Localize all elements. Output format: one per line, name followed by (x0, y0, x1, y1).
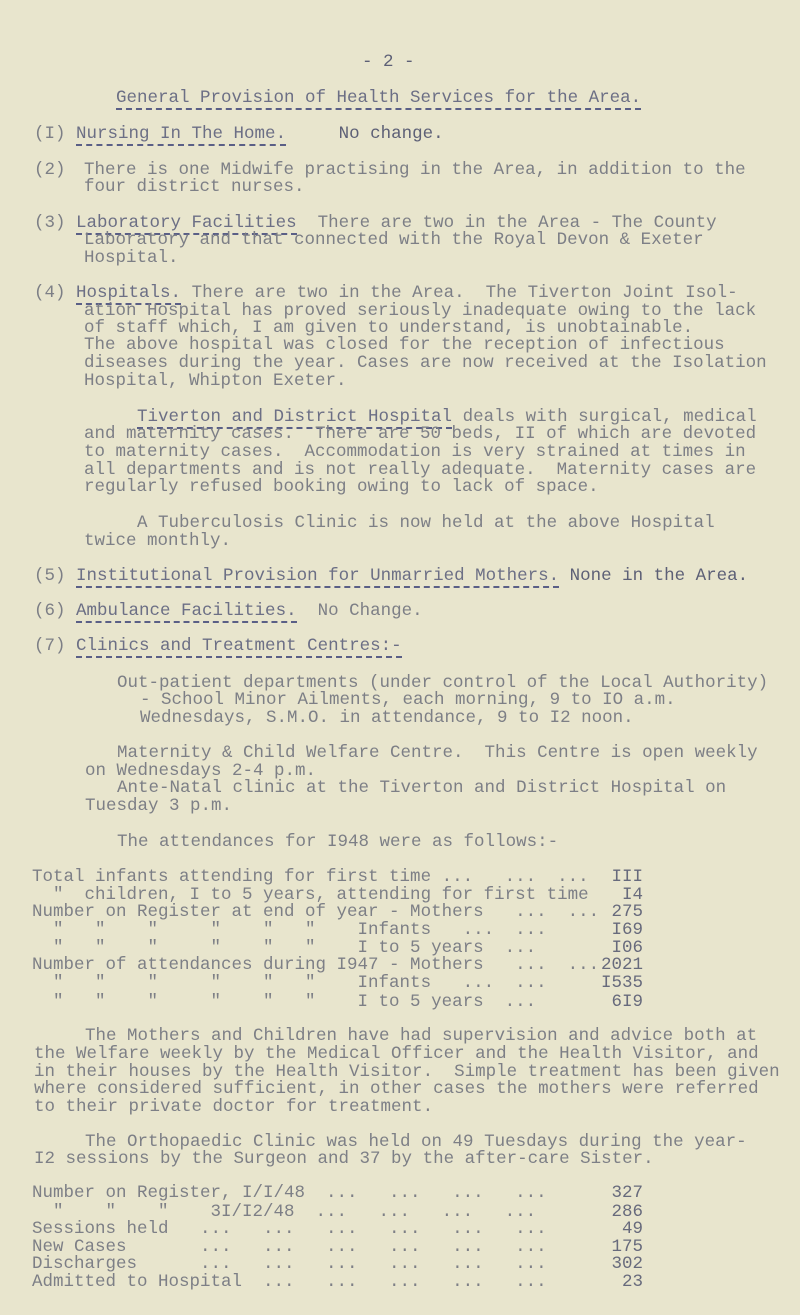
section-2-line: four district nurses. (84, 177, 305, 197)
section-6 (34, 602, 423, 620)
table-row-label: " " " " " " Infants ... ... (32, 973, 547, 993)
section-text: There are two in the Area. The Tiverton Joint Isol- (181, 283, 738, 303)
section-5 (34, 567, 748, 585)
supervision-line: The Mothers and Children have had supervision and advice both at (85, 1026, 758, 1046)
tiverton-line: regularly refused booking owing to lack of space. (84, 477, 599, 497)
outpatient-line: Wednesdays, S.M.O. in attendance, 9 to I2 noon. (140, 708, 634, 728)
section-2-number: (2) (34, 160, 66, 180)
table-row-label: " " " " " " I to 5 years ... (32, 938, 537, 958)
section-heading: Hospitals. (76, 283, 182, 303)
tb-line: A Tuberculosis Clinic is now held at the above Hospital (137, 513, 715, 533)
maternity-line: Ante-Natal clinic at the Tiverton and District Hospital on (117, 778, 727, 798)
section-number: (4) (34, 283, 66, 303)
tiverton-line: and maternity cases. There are 50 beds, II of which are devoted (84, 424, 757, 444)
section-text: No change. (286, 124, 444, 144)
section-heading: Ambulance Facilities. (76, 601, 297, 621)
table-row-value: 175 (611, 1237, 643, 1257)
table-row-value: I535 (600, 973, 643, 993)
section-number: (3) (34, 213, 66, 233)
table-row-value: 286 (611, 1202, 643, 1222)
table-row-label: " " " " " " I to 5 years ... (32, 992, 537, 1012)
page-number: - 2 - (362, 52, 415, 72)
section-text: No Change. (296, 601, 423, 621)
section-2-line: There is one Midwife practising in the Area, in addition to the (84, 160, 746, 180)
section-4-line: of staff which, I am given to understand, is unobtainable. (84, 318, 694, 338)
table-row-label: Total infants attending for first time ... ... ... (32, 867, 589, 887)
table-row-label: Number on Register, I/I/48 ... ... ... ... (32, 1183, 547, 1203)
table-row-label: Sessions held ... ... ... ... ... ... (32, 1219, 547, 1239)
table-row-value: I69 (611, 920, 643, 940)
table-row-label: " " " " " " Infants ... ... (32, 920, 547, 940)
supervision-line: in their houses by the Health Visitor. Simple treatment has been given (34, 1062, 780, 1082)
table-row-value: I06 (611, 938, 643, 958)
section-heading: Clinics and Treatment Centres:- (76, 636, 402, 656)
page-title-text: General Provision of Health Services for the Area. (116, 88, 642, 108)
outpatient-line: Out-patient departments (under control of the Local Authority) (117, 673, 769, 693)
table-row-label: New Cases ... ... ... ... ... ... (32, 1237, 547, 1257)
table-row-label: Number of attendances during I947 - Mothers ... ... (32, 955, 600, 975)
section-4-line: Hospital, Whipton Exeter. (84, 371, 347, 391)
tiverton-line: all departments and is not really adequate. Maternity cases are (84, 460, 757, 480)
section-heading: Nursing In The Home. (76, 124, 287, 144)
table-row-value: 275 (611, 902, 643, 922)
orthopaedic-line: The Orthopaedic Clinic was held on 49 Tuesdays during the year- (85, 1132, 747, 1152)
orthopaedic-line: I2 sessions by the Surgeon and 37 by the after-care Sister. (34, 1149, 654, 1169)
attendances-intro: The attendances for I948 were as follows:- (117, 832, 559, 852)
table-row-label: Admitted to Hospital ... ... ... ... ... (32, 1272, 547, 1292)
section-4-line: The above hospital was closed for the reception of infectious (84, 335, 725, 355)
section-number: (I) (34, 124, 66, 144)
maternity-line: Maternity & Child Welfare Centre. This Centre is open weekly (117, 743, 758, 763)
section-4-line: ation Hospital has proved seriously inadequate owing to the lack (84, 301, 757, 321)
table-row-value: 2021 (600, 955, 643, 975)
supervision-line: the Welfare weekly by the Medical Officer and the Health Visitor, and (34, 1044, 759, 1064)
section-3-line: Hospital. (84, 248, 179, 268)
supervision-line: where considered sufficient, in other cases the mothers were referred (34, 1079, 759, 1099)
supervision-line: to their private doctor for treatment. (34, 1097, 434, 1117)
table-row-value: 302 (611, 1254, 643, 1274)
maternity-line: Tuesday 3 p.m. (85, 796, 233, 816)
section-heading: Laboratory Facilities (76, 213, 297, 233)
section-number: (7) (34, 636, 66, 656)
section-1 (34, 125, 444, 143)
table-row-value: III (611, 867, 643, 887)
tiverton-heading: Tiverton and District Hospital (137, 407, 453, 427)
table-row-value: 327 (611, 1183, 643, 1203)
maternity-line: on Wednesdays 2-4 p.m. (85, 761, 317, 781)
table-row-value: 49 (621, 1219, 643, 1239)
table-row-value: I4 (621, 885, 643, 905)
tb-line: twice monthly. (84, 531, 232, 551)
section-4 (34, 284, 738, 302)
section-text: None in the Area. (559, 566, 749, 586)
page-title (116, 89, 641, 107)
section-text: There are two in the Area - The County (296, 213, 717, 233)
tiverton-line: to maternity cases. Accommodation is very strained at times in (84, 442, 746, 462)
outpatient-line: - School Minor Ailments, each morning, 9 to IO a.m. (140, 690, 676, 710)
table-row-label: " children, I to 5 years, attending for first time (32, 885, 589, 905)
tiverton-text: deals with surgical, medical (452, 407, 757, 427)
table-row-value: 6I9 (611, 992, 643, 1012)
table-row-label: Number on Register at end of year - Mothers ... ... (32, 902, 600, 922)
section-number: (5) (34, 566, 66, 586)
section-number: (6) (34, 601, 66, 621)
section-4-line: diseases during the year. Cases are now received at the Isolation (84, 353, 767, 373)
table-row-label: Discharges ... ... ... ... ... ... (32, 1254, 547, 1274)
table-row-value: 23 (621, 1272, 643, 1292)
section-3-line: Laboratory and that connected with the Royal Devon & Exeter (84, 230, 704, 250)
table-row-label: " " " 3I/I2/48 ... ... ... ... (32, 1202, 537, 1222)
section-7 (34, 637, 402, 655)
section-heading: Institutional Provision for Unmarried Mothers. (76, 566, 560, 586)
